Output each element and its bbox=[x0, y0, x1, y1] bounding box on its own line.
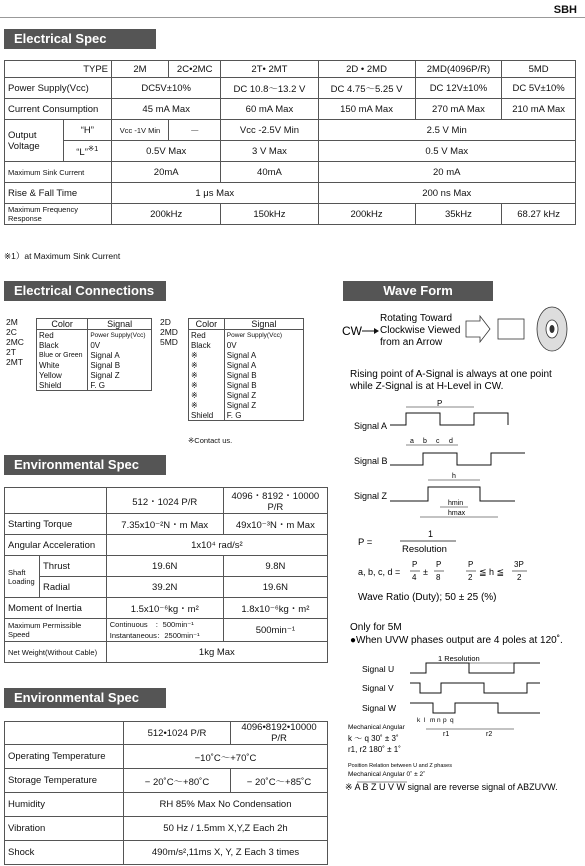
current-val: 270 mA Max bbox=[415, 99, 502, 120]
mech-angular-label: Mechanical Angular bbox=[348, 724, 405, 731]
r1r2-label: r1, r2 180˚ ± 1˚ bbox=[348, 745, 401, 754]
sink-footnote: ※1）at Maximum Sink Current bbox=[4, 251, 121, 261]
power-val: DC 5V±10% bbox=[502, 78, 576, 99]
shock-val: 490m/s²,11ms X, Y, Z Each 3 times bbox=[124, 841, 328, 865]
sink-val: 20mA bbox=[112, 162, 221, 183]
kq-label: k ～ q 30˚ ± 3˚ bbox=[348, 734, 399, 743]
inertia-val: 1.8x10⁻⁶kg・m² bbox=[223, 598, 327, 619]
sink-val: 40mA bbox=[221, 162, 318, 183]
abcd-label: a, b, c, d = bbox=[358, 567, 401, 577]
l-label: l bbox=[424, 717, 426, 724]
h-val: 2.5 V Min bbox=[318, 120, 576, 141]
two-label-1: 2 bbox=[468, 573, 473, 582]
thrust-label: Thrust bbox=[40, 556, 107, 577]
c-label: c bbox=[436, 438, 440, 445]
output-label: Output Voltage bbox=[5, 120, 64, 162]
current-val: 60 mA Max bbox=[221, 99, 318, 120]
q-label: q bbox=[450, 717, 454, 724]
sink-label: Maximum Sink Current bbox=[5, 162, 112, 183]
p-eq-label: P = bbox=[358, 537, 373, 548]
cw-label: CW bbox=[342, 324, 362, 338]
signal-b-wave bbox=[390, 453, 525, 465]
power-val: DC5V±10% bbox=[112, 78, 221, 99]
connections-header: Electrical Connections bbox=[4, 281, 166, 301]
op-val: −10˚C～+70˚C bbox=[124, 745, 328, 769]
h-val: Vcc -1V Min bbox=[112, 120, 169, 141]
power-label: Power Supply(Vcc) bbox=[5, 78, 112, 99]
rise-val: 200 ns Max bbox=[318, 183, 576, 204]
cw-arrow-head bbox=[374, 328, 379, 334]
right-models: 2D 2MD 5MD bbox=[160, 317, 178, 347]
radial-label: Radial bbox=[40, 577, 107, 598]
r1-label: r1 bbox=[443, 731, 450, 738]
env2-col2: 4096•8192•10000 P/R bbox=[231, 722, 328, 745]
signal-u-label: Signal U bbox=[362, 664, 395, 674]
l-val: 3 V Max bbox=[221, 141, 318, 162]
d-label: d bbox=[449, 438, 453, 445]
pm-label: ± bbox=[423, 567, 428, 577]
rise-label: Rise & Fall Time bbox=[5, 183, 112, 204]
electrical-spec-header: Electrical Spec bbox=[4, 29, 156, 49]
hum-val: RH 85% Max No Condensation bbox=[124, 793, 328, 817]
four-label: 4 bbox=[412, 573, 417, 582]
st-label: Storage Temperature bbox=[5, 769, 124, 793]
env-spec-table-1 bbox=[4, 487, 328, 663]
wave-diagram bbox=[340, 305, 580, 865]
signal-b-label: Signal B bbox=[354, 456, 388, 466]
rising-text-1: Rising point of A-Signal is always at one point bbox=[350, 369, 552, 380]
rotating-text: Rotating Toward bbox=[380, 313, 453, 324]
encoder-center-icon bbox=[550, 325, 555, 333]
p-label: P bbox=[437, 399, 443, 408]
sink-val: 20 mA bbox=[318, 162, 576, 183]
signal-a-wave bbox=[390, 413, 508, 425]
freq-val: 200kHz bbox=[112, 204, 221, 225]
left-connection-table: Color Signal Red Power Supply(Vcc) Black 0V Blue or Green Signal A White Signal B Yellow Signal Z Shield F. G bbox=[36, 318, 152, 391]
hum-label: Humidity bbox=[5, 793, 124, 817]
clockwise-text: Clockwise Viewed bbox=[380, 325, 461, 336]
uvw-note: ●When UVW phases output are 4 poles at 120˚. bbox=[350, 635, 563, 646]
signal-a-label: Signal A bbox=[354, 421, 388, 431]
signal-w-wave bbox=[410, 703, 540, 713]
freq-val: 35kHz bbox=[415, 204, 502, 225]
type-col: 2D • 2MD bbox=[318, 61, 415, 78]
one-res-label: 1 Resolution bbox=[438, 654, 480, 663]
mech-angular-2-label: Mechanical Angular 0˚ ± 2˚ bbox=[348, 771, 426, 778]
k-label: k bbox=[417, 717, 421, 724]
signal-v-wave bbox=[410, 683, 540, 693]
pos-rel-label: Position Relation between U and Z phases bbox=[348, 763, 452, 769]
type-col: 2MD(4096P/R) bbox=[415, 61, 502, 78]
radial-val: 19.6N bbox=[223, 577, 327, 598]
l-val: 0.5V Max bbox=[112, 141, 221, 162]
current-val: 45 mA Max bbox=[112, 99, 221, 120]
eight-label: 8 bbox=[436, 573, 441, 582]
p-label-2: p bbox=[443, 717, 447, 724]
signal-z-label: Signal Z bbox=[354, 491, 388, 501]
thrust-val: 9.8N bbox=[223, 556, 327, 577]
env1-blank bbox=[5, 488, 107, 514]
n-label: n bbox=[437, 717, 441, 724]
freq-val: 150kHz bbox=[221, 204, 318, 225]
one-label: 1 bbox=[428, 529, 434, 539]
top-divider bbox=[0, 17, 585, 18]
freq-val: 68.27 kHz bbox=[502, 204, 576, 225]
p-sym-3: P bbox=[468, 560, 474, 569]
left-models: 2M 2C 2MC 2T 2MT bbox=[6, 317, 24, 367]
power-val: DC 10.8～13.2 V bbox=[221, 78, 318, 99]
current-val: 150 mA Max bbox=[318, 99, 415, 120]
env-spec-header-1: Environmental Spec bbox=[4, 455, 166, 475]
env1-col2: 4096・8192・10000 P/R bbox=[223, 488, 327, 514]
torque-val: 7.35x10⁻²N・m Max bbox=[106, 514, 223, 535]
b-label: b bbox=[423, 438, 427, 445]
accel-label: Angular Acceleration bbox=[5, 535, 107, 556]
torque-label: Starting Torque bbox=[5, 514, 107, 535]
type-col: 2C•2MC bbox=[169, 61, 221, 78]
shock-label: Shock bbox=[5, 841, 124, 865]
brand-label: SBH bbox=[553, 4, 577, 16]
h-val: － bbox=[169, 120, 221, 141]
current-val: 210 mA Max bbox=[502, 99, 576, 120]
a-label: a bbox=[410, 438, 414, 445]
l-val: 0.5 V Max bbox=[318, 141, 576, 162]
st-val: − 20˚C～+85˚C bbox=[231, 769, 328, 793]
env2-col1: 512•1024 P/R bbox=[124, 722, 231, 745]
vib-label: Vibration bbox=[5, 817, 124, 841]
speed-label: Maximum Permissible Speed bbox=[5, 619, 107, 642]
current-label: Current Consumption bbox=[5, 99, 112, 120]
speed-val: 500min⁻¹ bbox=[223, 619, 327, 642]
thrust-val: 19.6N bbox=[106, 556, 223, 577]
from-arrow-text: from an Arrow bbox=[380, 337, 443, 348]
h-label: h bbox=[452, 473, 456, 480]
accel-val: 1x10⁴ rad/s² bbox=[106, 535, 327, 556]
duty-label: Wave Ratio (Duty); 50 ± 25 (%) bbox=[358, 592, 497, 603]
r2-label: r2 bbox=[486, 731, 493, 738]
env-spec-header-2: Environmental Spec bbox=[4, 688, 166, 708]
signal-w-label: Signal W bbox=[362, 703, 397, 713]
power-val: DC 4.75～5.25 V bbox=[318, 78, 415, 99]
shaft-label: Shaft Loading bbox=[5, 556, 40, 598]
h-val: Vcc -2.5V Min bbox=[221, 120, 318, 141]
signal-z-wave bbox=[390, 487, 515, 501]
st-val: − 20˚C～+80˚C bbox=[124, 769, 231, 793]
rise-val: 1 μs Max bbox=[112, 183, 319, 204]
torque-val: 49x10⁻³N・m Max bbox=[223, 514, 327, 535]
resolution-label: Resolution bbox=[402, 544, 447, 555]
freq-val: 200kHz bbox=[318, 204, 415, 225]
freq-label: Maximum Frequency Response bbox=[5, 204, 112, 225]
vib-val: 50 Hz / 1.5mm X,Y,Z Each 2h bbox=[124, 817, 328, 841]
l-label: “L”$^{※1}$ bbox=[63, 141, 111, 162]
power-val: DC 12V±10% bbox=[415, 78, 502, 99]
hmin-label: hmin bbox=[448, 500, 464, 507]
radial-val: 39.2N bbox=[106, 577, 223, 598]
electrical-spec-table bbox=[4, 60, 576, 225]
hmax-label: hmax bbox=[448, 510, 466, 517]
env1-col1: 512・1024 P/R bbox=[106, 488, 223, 514]
op-label: Operating Temperature bbox=[5, 745, 124, 769]
view-arrow-icon bbox=[466, 316, 490, 342]
rising-text-2: while Z-Signal is at H-Level in CW. bbox=[350, 381, 504, 392]
type-col: 5MD bbox=[502, 61, 576, 78]
inertia-label: Moment of Inertia bbox=[5, 598, 107, 619]
type-label: TYPE bbox=[5, 61, 112, 78]
inertia-val: 1.5x10⁻⁶kg・m² bbox=[106, 598, 223, 619]
contact-note: ※Contact us. bbox=[188, 436, 233, 445]
signal-v-label: Signal V bbox=[362, 683, 394, 693]
le-label: ≦ h ≦ bbox=[479, 567, 505, 577]
three-p-label: 3P bbox=[514, 560, 524, 569]
weight-label: Net Weight(Without Cable) bbox=[5, 642, 107, 663]
right-connection-table: Color Signal Red Power Supply(Vcc) Black 0V ※ Signal A ※ Signal A ※ Signal B ※ Signal B ※ Signal Z ※ Signal Z Shield F. G bbox=[188, 318, 304, 421]
env-spec-table-2 bbox=[4, 721, 328, 865]
signal-u-wave bbox=[410, 663, 540, 673]
speed-val: Continuous ：500min⁻¹ Instantaneous：2500min⁻¹ bbox=[106, 619, 223, 642]
p-sym-1: P bbox=[412, 560, 418, 569]
weight-val: 1kg Max bbox=[106, 642, 327, 663]
type-col: 2T• 2MT bbox=[221, 61, 318, 78]
reverse-note: ※ A B Z U V W signal are reverse signal of ABZUVW. bbox=[345, 782, 558, 792]
encoder-shaft-icon bbox=[498, 319, 524, 339]
m-label: m bbox=[430, 717, 436, 724]
type-col: 2M bbox=[112, 61, 169, 78]
wave-form-header: Wave Form bbox=[343, 281, 493, 301]
two-label-2: 2 bbox=[517, 573, 522, 582]
env2-blank bbox=[5, 722, 124, 745]
only-5m-label: Only for 5M bbox=[350, 622, 402, 633]
h-label: “H” bbox=[63, 120, 111, 141]
p-sym-2: P bbox=[436, 560, 442, 569]
